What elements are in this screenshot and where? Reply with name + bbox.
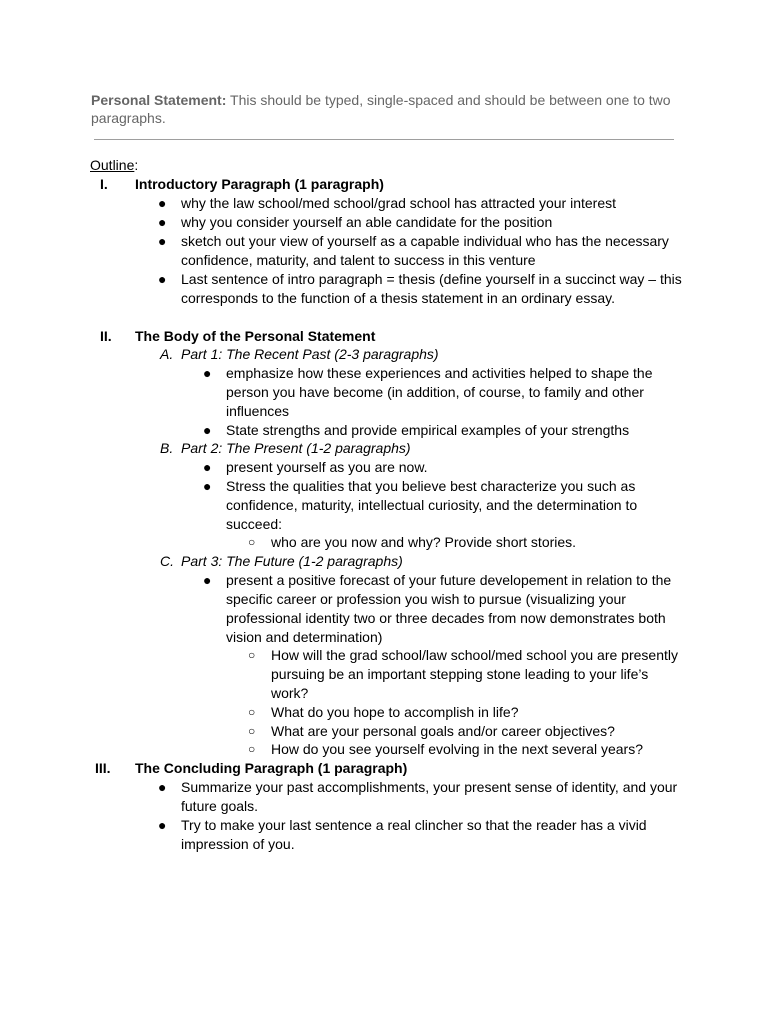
sub-bullet-text: work?: [271, 685, 309, 701]
sub-bullet-text: How do you see yourself evolving in the next several years?: [271, 741, 643, 757]
bullet-text: present yourself as you are now.: [226, 459, 428, 475]
personal-statement-text: This should be typed, single-spaced and should be between one to two paragraphs.: [91, 92, 671, 126]
part-title: Part 3: The Future (1-2 paragraphs): [181, 553, 403, 569]
bullet-icon: ●: [158, 271, 167, 287]
bullet-text: Last sentence of intro paragraph = thesis (define yourself in a succinct way – this: [181, 271, 682, 287]
bullet-icon: ●: [203, 478, 212, 494]
bullet-text: specific career or profession you wish to pursue (visualizing your: [226, 591, 626, 607]
horizontal-divider: [94, 139, 674, 140]
bullet-text: State strengths and provide empirical examples of your strengths: [226, 422, 630, 438]
bullet-text: confidence, maturity, intellectual curiosity, and the determination to: [226, 497, 638, 513]
bullet-text: future goals.: [181, 798, 259, 814]
sub-bullet-icon: ○: [248, 705, 256, 719]
sub-bullet-text: What do you hope to accomplish in life?: [271, 704, 519, 720]
bullet-text: Summarize your past accomplishments, your present sense of identity, and your: [181, 779, 678, 795]
bullet-text: Stress the qualities that you believe best characterize you such as: [226, 478, 636, 494]
bullet-icon: ●: [158, 214, 167, 230]
outline-label: Outline: [90, 157, 135, 173]
bullet-icon: ●: [158, 195, 167, 211]
bullet-text: why you consider yourself an able candidate for the position: [181, 214, 553, 230]
section-numeral: I.: [100, 176, 108, 192]
section-title: The Body of the Personal Statement: [135, 328, 376, 344]
sub-bullet-icon: ○: [248, 648, 256, 662]
bullet-text: why the law school/med school/grad school has attracted your interest: [181, 195, 617, 211]
bullet-text: vision and determination): [226, 629, 383, 645]
bullet-text: emphasize how these experiences and activities helped to shape the: [226, 365, 653, 381]
sub-bullet-text: who are you now and why? Provide short stories.: [271, 534, 577, 550]
personal-statement-label: Personal Statement:: [91, 92, 227, 108]
part-letter: A.: [160, 346, 174, 362]
sub-bullet-text: How will the grad school/law school/med school you are presently: [271, 647, 678, 663]
bullet-icon: ●: [203, 365, 212, 381]
bullet-text: impression of you.: [181, 836, 295, 852]
bullet-text: succeed:: [226, 516, 283, 532]
bullet-text: present a positive forecast of your future developement in relation to the: [226, 572, 672, 588]
bullet-icon: ●: [158, 817, 167, 833]
bullet-text: person you have become (in addition, of course, to family and other: [226, 384, 644, 400]
bullet-icon: ●: [203, 459, 212, 475]
bullet-icon: ●: [158, 233, 167, 249]
bullet-text: Try to make your last sentence a real clincher so that the reader has a vivid: [181, 817, 647, 833]
outline-heading: [90, 156, 138, 175]
bullet-icon: ●: [203, 572, 212, 588]
part-letter: C.: [160, 553, 174, 569]
sub-bullet-icon: ○: [248, 742, 256, 756]
bullet-text: corresponds to the function of a thesis statement in an ordinary essay.: [181, 290, 615, 306]
bullet-icon: ●: [158, 779, 167, 795]
sub-bullet-icon: ○: [248, 535, 256, 549]
bullet-text: sketch out your view of yourself as a capable individual who has the necessary: [181, 233, 669, 249]
part-title: Part 2: The Present (1-2 paragraphs): [181, 440, 411, 456]
bullet-text: professional identity two or three decades from now demonstrates both: [226, 610, 666, 626]
bullet-text: influences: [226, 403, 290, 419]
part-letter: B.: [160, 440, 174, 456]
bullet-text: confidence, maturity, and talent to success in this venture: [181, 252, 536, 268]
personal-statement-instructions: [91, 91, 681, 127]
sub-bullet-icon: ○: [248, 724, 256, 738]
bullet-icon: ●: [203, 422, 212, 438]
section-title: Introductory Paragraph (1 paragraph): [135, 176, 384, 192]
sub-bullet-text: pursuing be an important stepping stone leading to your life’s: [271, 666, 649, 682]
section-numeral: II.: [100, 328, 112, 344]
sub-bullet-text: What are your personal goals and/or career objectives?: [271, 723, 615, 739]
section-numeral: III.: [95, 760, 111, 776]
section-title: The Concluding Paragraph (1 paragraph): [135, 760, 408, 776]
part-title: Part 1: The Recent Past (2-3 paragraphs): [181, 346, 439, 362]
outline-colon: :: [134, 157, 139, 173]
